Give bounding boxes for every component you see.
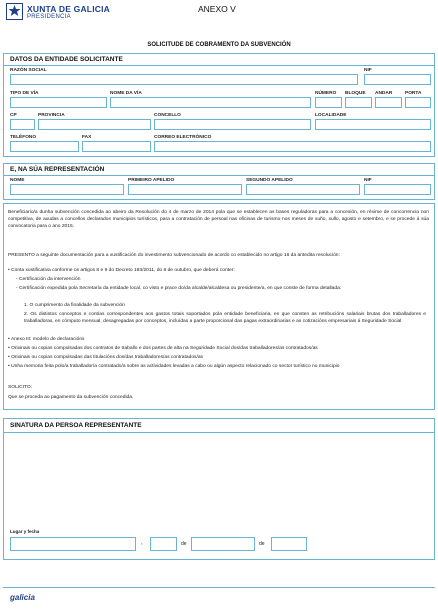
fax-field[interactable] <box>82 141 151 152</box>
nif-label: NIF <box>364 68 372 73</box>
primeiro-apelido-label: PRIMEIRO APELIDO <box>128 178 175 183</box>
cp-field[interactable] <box>10 119 35 130</box>
segundo-apelido-field[interactable] <box>246 184 360 195</box>
provincia-field[interactable] <box>38 119 151 130</box>
correo-field[interactable] <box>154 141 431 152</box>
item-conta: Conta xustificativa conforme os artigos 8 e 9 do Decreto 193/2011, do 6 de outubro, que deberá conter: <box>11 268 235 273</box>
bloque-field[interactable] <box>345 97 372 108</box>
day-field[interactable] <box>150 537 177 551</box>
representative-section-title: E, NA SÚA REPRESENTACIÓN <box>10 166 105 173</box>
bullet-2: • Anexo III: modelo de declaracións <box>8 337 85 342</box>
xunta-crest-icon <box>6 3 23 20</box>
de-separator-2: de <box>259 541 265 547</box>
signature-section <box>3 418 435 560</box>
item-certificacion-secretaria: - Certificación expedida pola Secretaría da entidade local, co visto e prace do/da alcalde/alcaldesa ou presidente/a, en que conste de forma detallada: <box>16 286 342 291</box>
localidade-label: LOCALIDADE <box>315 113 347 118</box>
month-field[interactable] <box>191 537 255 551</box>
andar-label: ANDAR <box>375 91 393 96</box>
tipo-via-label: TIPO DE VÍA <box>10 91 39 96</box>
solicito-text: Que se proceda ao pagamento da subvención concedida. <box>8 395 134 400</box>
localidade-field[interactable] <box>315 119 431 130</box>
applicant-section <box>3 53 435 157</box>
bullet-3: • Orixinais ou copias compulsadas dos contratos de traballo e dos partes de alta na Seguridade Social dos/das traballadores/as contratados/as <box>8 346 318 351</box>
nome-via-label: NOME DA VÍA <box>110 91 142 96</box>
item-anexo-iii: Anexo III: modelo de declaracións <box>10 337 85 342</box>
concello-field[interactable] <box>154 119 311 130</box>
section-divider <box>4 432 434 433</box>
nome-via-field[interactable] <box>110 97 311 108</box>
comma-separator: , <box>141 540 143 546</box>
de-separator-1: de <box>181 541 187 547</box>
nif-field[interactable] <box>364 74 431 85</box>
annex-label: ANEXO V <box>198 4 236 14</box>
provincia-label: PROVINCIA <box>38 113 65 118</box>
solicito-label: SOLICITO: <box>8 385 33 390</box>
nome-field[interactable] <box>10 184 124 195</box>
tipo-via-field[interactable] <box>10 97 107 108</box>
item-certificacion-intervencion: - Certificación da intervención <box>16 277 81 282</box>
rep-nif-field[interactable] <box>364 184 431 195</box>
segundo-apelido-label: SEGUNDO APELIDO <box>246 178 293 183</box>
org-name: XUNTA DE GALICIA <box>27 4 111 14</box>
galicia-logo: galicia <box>10 593 35 602</box>
bullet-5: • Unha memoria feita polo/a traballador/a contratado/a sobre as actividades levadas a cabo ou algún aspecto relacionado co sector turístico no municipio <box>8 364 340 369</box>
item-memoria: Unha memoria feita polo/a traballador/a contratado/a sobre as actividades levadas a cabo ou algún aspecto relacionado co sector turístico no municipio <box>11 364 340 369</box>
telefono-label: TELÉFONO <box>10 135 37 140</box>
andar-field[interactable] <box>375 97 402 108</box>
telefono-field[interactable] <box>10 141 79 152</box>
section-divider <box>4 175 434 176</box>
bullet-1: • Conta xustificativa conforme os artigos 8 e 9 do Decreto 193/2011, do 6 de outubro, que deberá conter: <box>8 268 235 273</box>
porta-label: PORTA <box>405 91 422 96</box>
numero-label: NÚMERO <box>315 91 337 96</box>
document-title: SOLICITUDE DE COBRAMENTO DA SUBVENCIÓN <box>147 42 291 48</box>
numero-field[interactable] <box>315 97 342 108</box>
place-date-label: Lugar y fecha <box>10 529 40 534</box>
fax-label: FAX <box>82 135 92 140</box>
bloque-label: BLOQUE <box>345 91 366 96</box>
rep-nif-label: NIF <box>364 178 372 183</box>
razon-social-field[interactable] <box>10 74 358 85</box>
item-titulacions: Orixinais ou copias compulsadas das titulacións dos/das traballadores/as contratados/as <box>11 355 204 360</box>
section-divider <box>4 65 434 66</box>
applicant-section-title: DATOS DA ENTIDADE SOLICITANTE <box>10 56 123 63</box>
footer-divider <box>3 587 435 588</box>
item-conceptos: 2. Os distintos conceptos e contías correspondentes aos gastos totais soportados pola entidade beneficiaria, en que consten as retribucións salariais brutas dos traballadores e traballadoras, en cómputo mensual, desagregadas por conceptos, incluídas a parte proporcional das pagas extraordinarias e as cotizacións empresariais á Seguridade Social <box>24 312 426 325</box>
nome-label: NOME <box>10 178 25 183</box>
department-name: PRESIDENCIA <box>27 14 71 20</box>
intro-paragraph: Beneficiario/a dunha subvención concedida ao abeiro da Resolución do 4 de marzo de 2014 pola que se establecen as bases reguladoras para a concesión, en réxime de concorrencia non competitiva, de axudas a concellos declarados municipios turísticos, para a contratación de persoal nas oficinas de turismo nos meses de xuño, xullo, agosto e setembro, e se procede á súa convocatoria para o ano 2015. <box>8 210 429 230</box>
primeiro-apelido-field[interactable] <box>128 184 242 195</box>
present-paragraph: PRESENTO a seguinte documentación para a xustificación do investimento subvencionado de acordo co establecido no artigo 16 da antedita resolución: <box>8 253 340 258</box>
place-field[interactable] <box>10 537 136 551</box>
bullet-4: • Orixinais ou copias compulsadas das titulacións dos/das traballadores/as contratados/as <box>8 355 204 360</box>
item-contratos: Orixinais ou copias compulsadas dos contratos de traballo e dos partes de alta na Seguridade Social dos/das traballadores/as contratados/as <box>11 346 318 351</box>
cp-label: CP <box>10 113 17 118</box>
razon-social-label: RAZÓN SOCIAL <box>10 68 47 73</box>
item-cumprimento: 1. O cumprimento da finalidade da subvención <box>24 303 125 308</box>
porta-field[interactable] <box>405 97 431 108</box>
representative-section <box>3 163 435 200</box>
signature-section-title: SINATURA DA PERSOA REPRESENTANTE <box>10 422 142 429</box>
correo-label: CORREO ELECTRÓNICO <box>154 135 212 140</box>
year-field[interactable] <box>271 537 307 551</box>
concello-label: CONCELLO <box>154 113 181 118</box>
